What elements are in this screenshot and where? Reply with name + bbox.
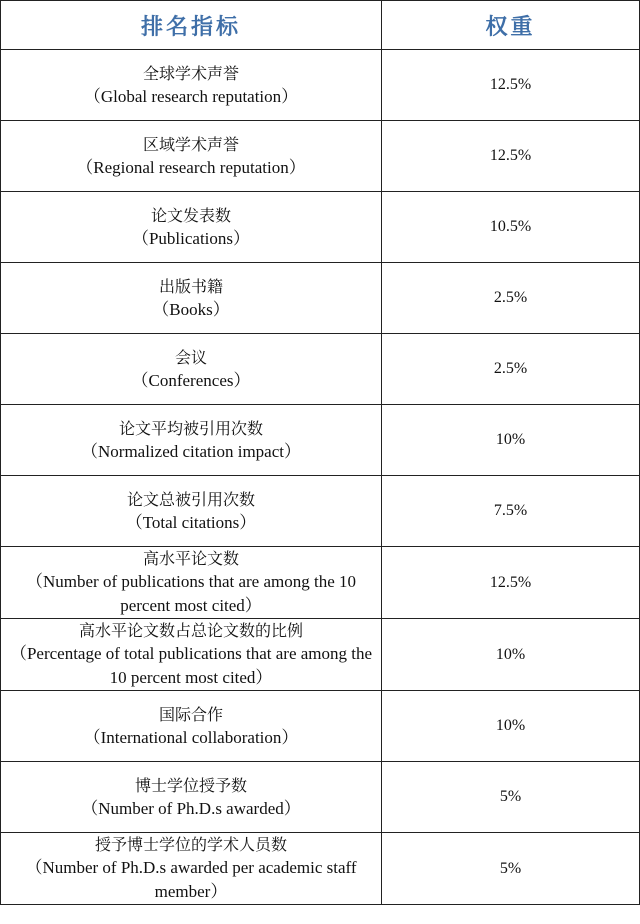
table-body bbox=[1, 50, 640, 905]
indicator-name-zh: 全球学术声誉 bbox=[142, 63, 239, 83]
indicator-cell bbox=[1, 619, 382, 691]
indicator-name-zh: 授予博士学位的学术人员数 bbox=[94, 835, 287, 854]
indicator-name-en: （Total citations） bbox=[125, 512, 257, 532]
weight-cell: 2.5% bbox=[382, 263, 640, 334]
table-row bbox=[1, 121, 640, 192]
weight-cell: 2.5% bbox=[382, 334, 640, 405]
indicator-cell bbox=[1, 833, 382, 905]
weight-cell: 12.5% bbox=[382, 121, 640, 192]
indicator-name-en: （Number of Ph.D.s awarded per academic staff member） bbox=[25, 858, 357, 901]
indicator-cell bbox=[1, 334, 382, 405]
table-row bbox=[1, 263, 640, 334]
weight-cell: 10% bbox=[382, 619, 640, 691]
indicator-name-zh: 高水平论文数 bbox=[142, 549, 239, 568]
indicator-cell bbox=[1, 476, 382, 547]
indicator-name-en: （Percentage of total publications that are among the 10 percent most cited） bbox=[9, 644, 373, 687]
weight-cell: 10% bbox=[382, 405, 640, 476]
indicator-name-en: （Number of publications that are among the 10 percent most cited） bbox=[26, 572, 356, 615]
indicator-name-zh: 出版书籍 bbox=[158, 276, 223, 296]
indicator-cell bbox=[1, 121, 382, 192]
indicator-cell bbox=[1, 547, 382, 619]
indicator-name-en: （Number of Ph.D.s awarded） bbox=[81, 798, 301, 818]
indicator-name-en: （Normalized citation impact） bbox=[81, 441, 301, 461]
indicator-name-en: （Publications） bbox=[131, 228, 251, 248]
weight-cell: 12.5% bbox=[382, 50, 640, 121]
table-row bbox=[1, 50, 640, 121]
table-row bbox=[1, 833, 640, 905]
indicator-cell bbox=[1, 192, 382, 263]
table-row bbox=[1, 619, 640, 691]
weight-cell: 12.5% bbox=[382, 547, 640, 619]
table-row bbox=[1, 192, 640, 263]
indicator-name-en: （Global research reputation） bbox=[83, 86, 299, 106]
indicator-name-zh: 区域学术声誉 bbox=[142, 134, 239, 154]
table-row bbox=[1, 405, 640, 476]
indicator-column-header: 排名指标 bbox=[1, 1, 382, 50]
table-row bbox=[1, 334, 640, 405]
weight-cell: 7.5% bbox=[382, 476, 640, 547]
indicator-cell bbox=[1, 762, 382, 833]
indicator-name-en: （International collaboration） bbox=[83, 727, 299, 747]
indicator-name-en: （Conferences） bbox=[131, 370, 251, 390]
table-row bbox=[1, 762, 640, 833]
weight-column-header: 权重 bbox=[382, 1, 640, 50]
indicator-cell bbox=[1, 50, 382, 121]
indicator-cell bbox=[1, 691, 382, 762]
indicator-name-zh: 论文发表数 bbox=[150, 205, 231, 225]
weight-cell: 10% bbox=[382, 691, 640, 762]
indicator-name-zh: 高水平论文数占总论文数的比例 bbox=[78, 621, 303, 640]
indicator-name-en: （Books） bbox=[152, 299, 230, 319]
indicator-cell bbox=[1, 405, 382, 476]
table-row bbox=[1, 691, 640, 762]
weight-cell: 10.5% bbox=[382, 192, 640, 263]
indicator-name-zh: 会议 bbox=[174, 347, 207, 367]
indicator-name-zh: 论文平均被引用次数 bbox=[118, 418, 263, 438]
table-row bbox=[1, 547, 640, 619]
header-row bbox=[1, 1, 640, 50]
weight-cell: 5% bbox=[382, 762, 640, 833]
weight-cell: 5% bbox=[382, 833, 640, 905]
indicator-name-zh: 论文总被引用次数 bbox=[126, 489, 255, 509]
indicator-cell bbox=[1, 263, 382, 334]
indicator-name-en: （Regional research reputation） bbox=[76, 157, 306, 177]
indicator-name-zh: 国际合作 bbox=[158, 704, 223, 724]
indicator-name-zh: 博士学位授予数 bbox=[134, 775, 247, 795]
table-row bbox=[1, 476, 640, 547]
